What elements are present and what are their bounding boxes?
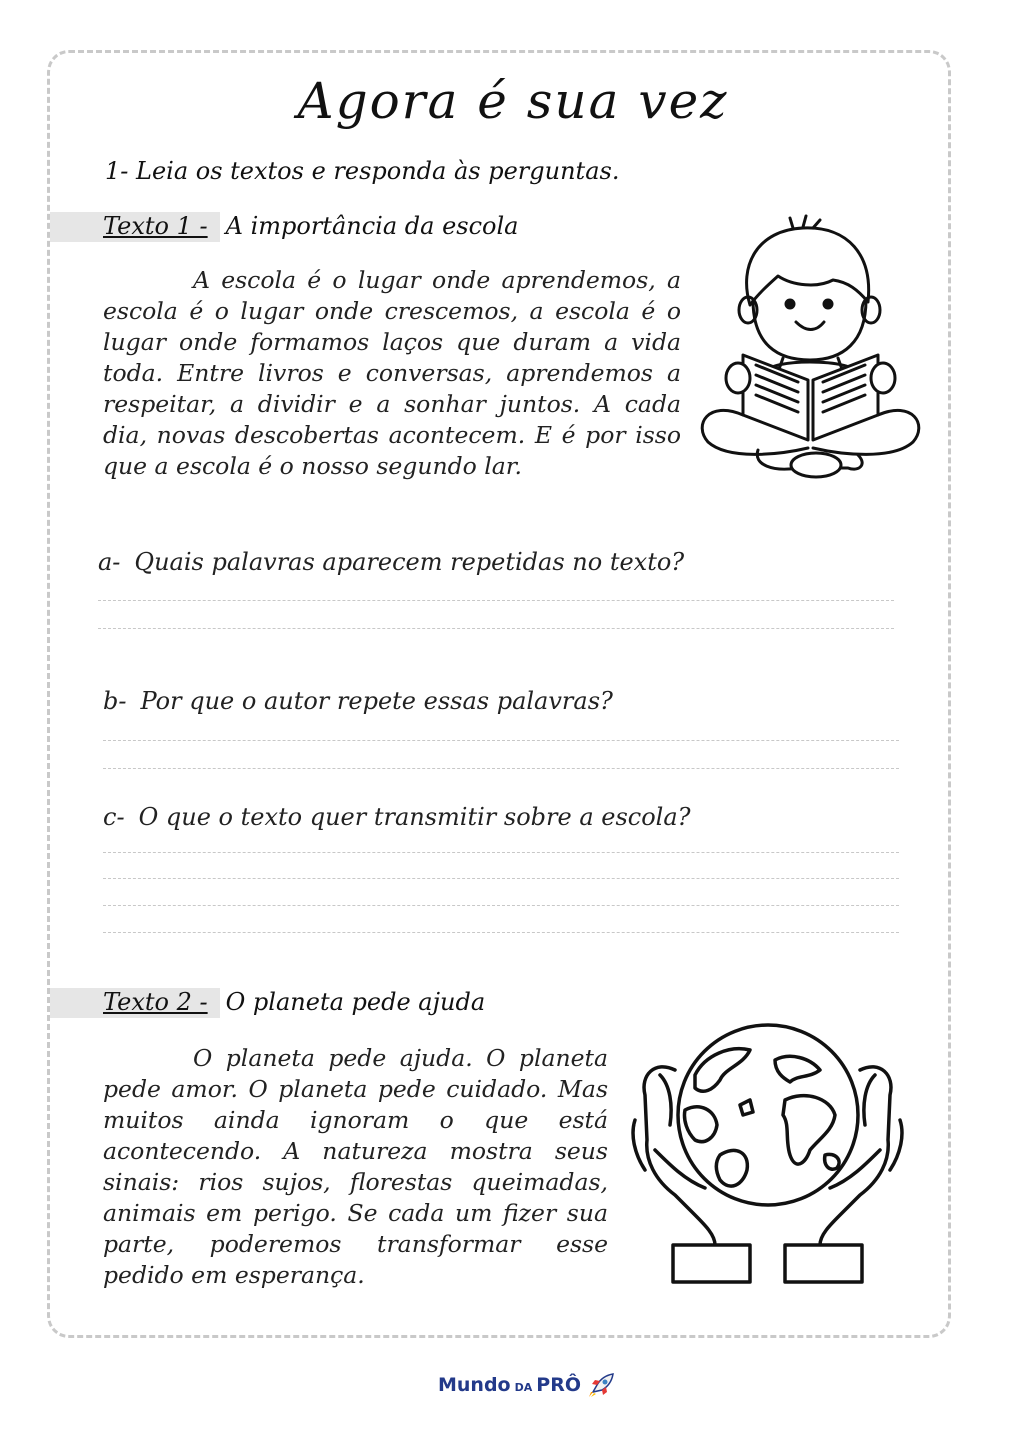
- question-b-text: Por que o autor repete essas palavras?: [140, 687, 613, 715]
- passage-1: [103, 265, 681, 482]
- question-c-letter: c-: [103, 803, 125, 831]
- question-c: [103, 803, 691, 831]
- passage-1-text: A escola é o lugar onde aprendemos, a escola é o lugar onde crescemos, a escola é o lugar onde formamos laços que duram a vida toda. Entre livros e conversas, aprendemos a respeitar, a dividir e a sonhar juntos. A cada dia, novas descobertas acontecem. E é por isso que a escola é o nosso segundo lar.: [103, 266, 681, 480]
- answer-line[interactable]: [103, 932, 899, 933]
- section-label-2: Texto 2 -: [103, 988, 208, 1016]
- answer-line[interactable]: [103, 878, 899, 879]
- answer-line[interactable]: [103, 905, 899, 906]
- rocket-icon: [587, 1372, 615, 1398]
- section-title-1: A importância da escola: [225, 212, 519, 240]
- passage-2-text: O planeta pede ajuda. O planeta pede amor. O planeta pede cuidado. Mas muitos ainda ignoram o que está acontecendo. A natureza mostra seus sinais: rios sujos, florestas queimadas, animais em perigo. Se cada um fizer sua parte, poderemos transformar esse pedido em esperança.: [103, 1044, 608, 1289]
- answer-line[interactable]: [98, 600, 894, 601]
- question-a: [98, 548, 684, 576]
- hands-holding-earth-icon: [625, 1020, 910, 1288]
- question-b-letter: b-: [103, 687, 127, 715]
- section-heading-1: [103, 212, 518, 240]
- brand-logo: [438, 1372, 615, 1398]
- brand-text-part1: Mundo: [438, 1374, 511, 1396]
- answer-line[interactable]: [103, 852, 899, 853]
- answer-line[interactable]: [103, 740, 899, 741]
- answer-line[interactable]: [98, 628, 894, 629]
- section-heading-2: [103, 988, 485, 1016]
- instruction-text: 1- Leia os textos e responda às perguntas.: [105, 157, 620, 185]
- section-title-2: O planeta pede ajuda: [225, 988, 486, 1016]
- answer-line[interactable]: [103, 768, 899, 769]
- question-b: [103, 687, 613, 715]
- boy-reading-book-icon: [698, 210, 923, 485]
- question-c-text: O que o texto quer transmitir sobre a escola?: [138, 803, 691, 831]
- passage-2: [103, 1043, 608, 1291]
- section-label-1: Texto 1 -: [103, 212, 208, 240]
- worksheet-title: Agora é sua vez: [297, 72, 729, 130]
- question-a-letter: a-: [98, 548, 121, 576]
- brand-text-part3: PRÔ: [536, 1374, 581, 1396]
- question-a-text: Quais palavras aparecem repetidas no texto?: [134, 548, 685, 576]
- brand-text-part2: DA: [514, 1380, 533, 1394]
